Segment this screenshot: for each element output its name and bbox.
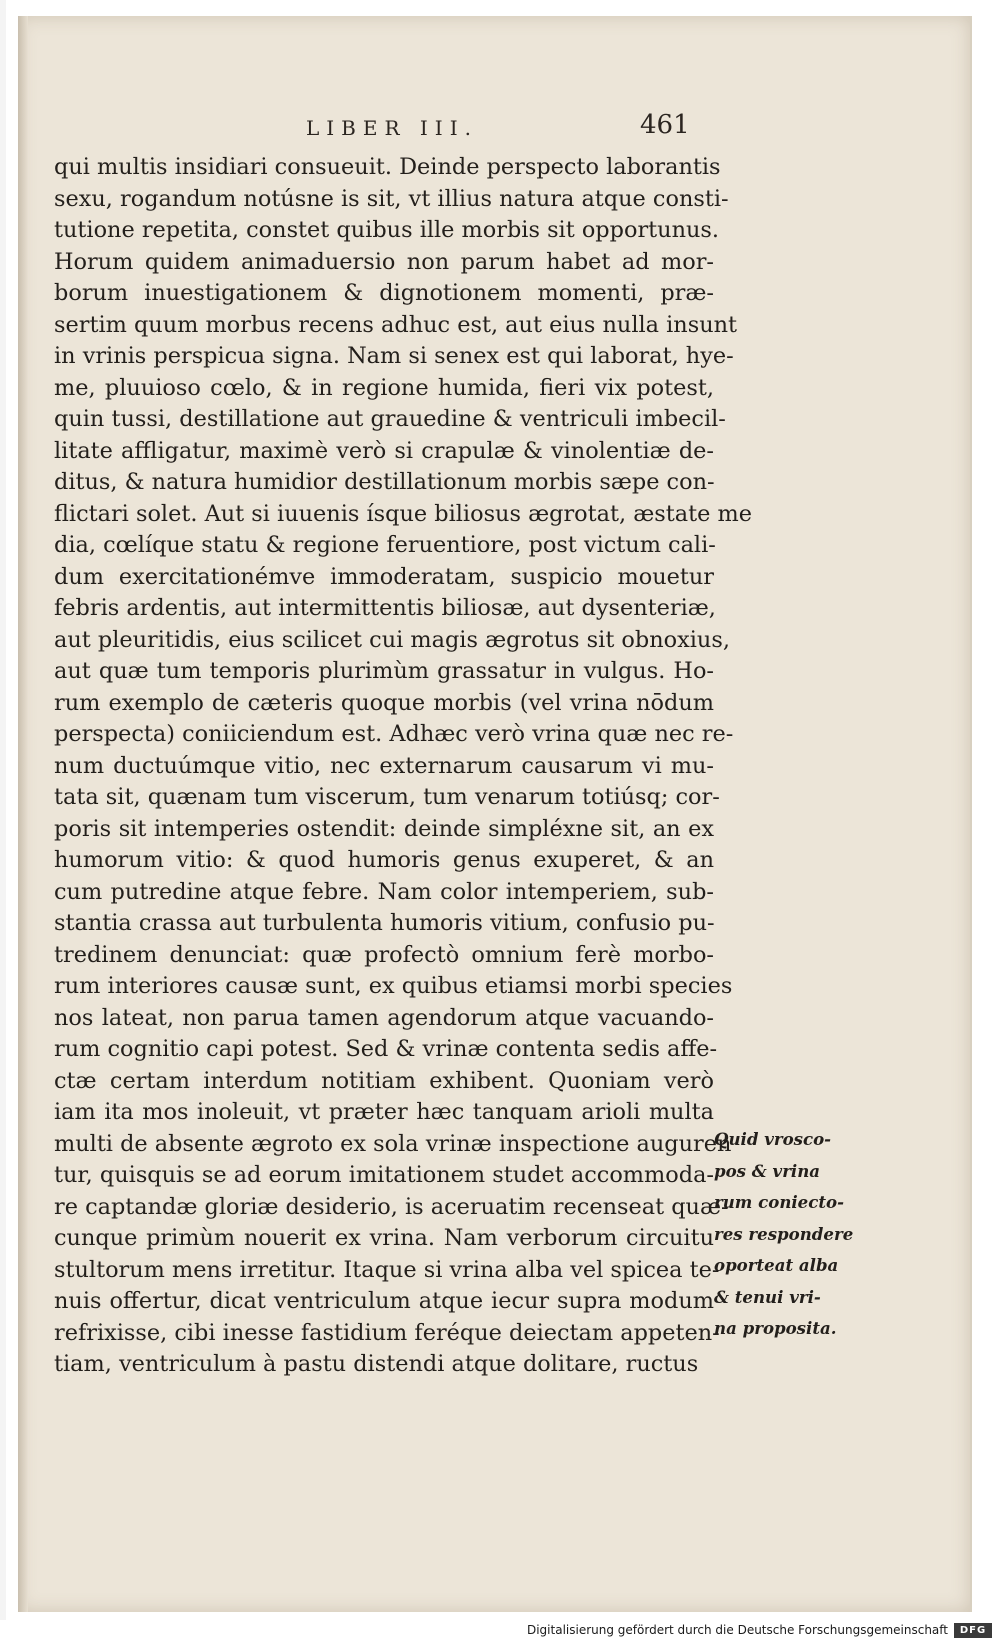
- text-line: poris sit intemperies ostendit: deinde simpléxne sit, an ex: [54, 815, 714, 842]
- text-line: qui multis insidiari consueuit. Deinde perspecto laborantis: [54, 154, 721, 180]
- text-line: humorum vitio: & quod humoris genus exuperet, & an: [54, 847, 714, 873]
- text-line: flictari solet. Aut si iuuenis ísque biliosus ægrotat, æstate me: [54, 500, 752, 527]
- funding-credit: Digitalisierung gefördert durch die Deutsche Forschungsgemeinschaft: [526, 1623, 948, 1637]
- text-line: ctæ certam interdum notitiam exhibent. Quoniam verò: [54, 1067, 714, 1094]
- text-line: ditus, & natura humidior destillationum morbis sæpe con-: [54, 469, 715, 495]
- page-number: 461: [640, 110, 690, 140]
- text-line: Horum quidem animaduersio non parum habet ad mor-: [54, 248, 714, 275]
- text-line: refrixisse, cibi inesse fastidium feréque deiectam appeten-: [54, 1319, 720, 1346]
- marginal-note-line: oporteat alba: [714, 1255, 839, 1275]
- text-line: quin tussi, destillatione aut grauedine & ventriculi imbecil-: [54, 406, 726, 432]
- text-line: re captandæ gloriæ desiderio, is aceruatim recenseat quæ-: [54, 1193, 729, 1220]
- text-line: febris ardentis, aut intermittentis biliosæ, aut dysenteriæ,: [54, 595, 716, 621]
- marginal-note-line: & tenui vri-: [714, 1286, 821, 1307]
- scanned-page: [18, 16, 972, 1612]
- marginal-note-line: na proposita.: [714, 1318, 837, 1338]
- text-line: nos lateat, non parua tamen agendorum atque vacuando-: [54, 1004, 714, 1031]
- text-line: nuis offertur, dicat ventriculum atque iecur supra modum: [54, 1288, 714, 1314]
- text-line: me, pluuioso cœlo, & in regione humida, fieri vix potest,: [54, 374, 714, 401]
- text-line: aut quæ tum temporis plurimùm grassatur in vulgus. Ho-: [54, 658, 714, 684]
- text-line: borum inuestigationem & dignotionem momenti, præ-: [54, 280, 714, 306]
- text-line: dum exercitationémve immoderatam, suspicio mouetur: [54, 563, 714, 590]
- text-line: stantia crassa aut turbulenta humoris vitium, confusio pu-: [54, 910, 715, 936]
- running-head: [18, 108, 970, 148]
- marginal-note-line: pos & vrina: [714, 1160, 821, 1181]
- text-line: sexu, rogandum notúsne is sit, vt illius natura atque consti-: [54, 185, 729, 212]
- text-line: tredinem denunciat: quæ profectò omnium ferè morbo-: [54, 941, 714, 968]
- text-line: stultorum mens irretitur. Itaque si vrina alba vel spicea te-: [54, 1256, 720, 1283]
- text-line: aut pleuritidis, eius scilicet cui magis ægrotus sit obnoxius,: [54, 626, 730, 653]
- text-line: cum putredine atque febre. Nam color intemperiem, sub-: [54, 878, 714, 905]
- marginal-note: [714, 1124, 852, 1345]
- text-line: rum cognitio capi potest. Sed & vrinæ contenta sedis affe-: [54, 1036, 718, 1062]
- text-line: tata sit, quænam tum viscerum, tum venarum totiúsq; cor-: [54, 784, 720, 810]
- text-line: sertim quum morbus recens adhuc est, aut eius nulla insunt: [54, 311, 738, 338]
- marginal-note-line: rum coniecto-: [714, 1192, 844, 1212]
- text-line: litate affligatur, maximè verò si crapulæ & vinolentiæ de-: [54, 437, 714, 464]
- dfg-logo: DFG: [954, 1623, 992, 1638]
- footer-bar: [0, 1620, 1000, 1643]
- body-text: [54, 152, 752, 1381]
- text-line: tur, quisquis se ad eorum imitationem studet accommoda-: [54, 1162, 714, 1188]
- text-line: cunque primùm nouerit ex vrina. Nam verborum circuitu: [54, 1225, 714, 1251]
- left-margin-strip: [0, 0, 6, 1643]
- text-line: rum exemplo de cæteris quoque morbis (vel vrina nōdum: [54, 689, 714, 716]
- running-head-title: LIBER III.: [306, 116, 478, 140]
- marginal-note-line: Quid vrosco-: [714, 1129, 832, 1149]
- text-line: tutione repetita, constet quibus ille morbis sit opportunus.: [54, 217, 720, 243]
- text-line: tiam, ventriculum à pastu distendi atque dolitare, ructus: [54, 1351, 699, 1377]
- page-binding-edge: [18, 16, 28, 1612]
- text-line: in vrinis perspicua signa. Nam si senex est qui laborat, hye-: [54, 343, 734, 369]
- marginal-note-line: res respondere: [714, 1223, 854, 1244]
- text-line: num ductuúmque vitio, nec externarum causarum vi mu-: [54, 752, 714, 779]
- text-line: dia, cœlíque statu & regione feruentiore, post victum cali-: [54, 532, 716, 558]
- text-line: iam ita mos inoleuit, vt præter hæc tanquam arioli multa: [54, 1099, 714, 1125]
- text-line: rum interiores causæ sunt, ex quibus etiamsi morbi species: [54, 973, 733, 999]
- text-line: multi de absente ægroto ex sola vrinæ inspectione auguren: [54, 1130, 732, 1157]
- text-line: perspecta) coniiciendum est. Adhæc verò vrina quæ nec re-: [54, 721, 734, 747]
